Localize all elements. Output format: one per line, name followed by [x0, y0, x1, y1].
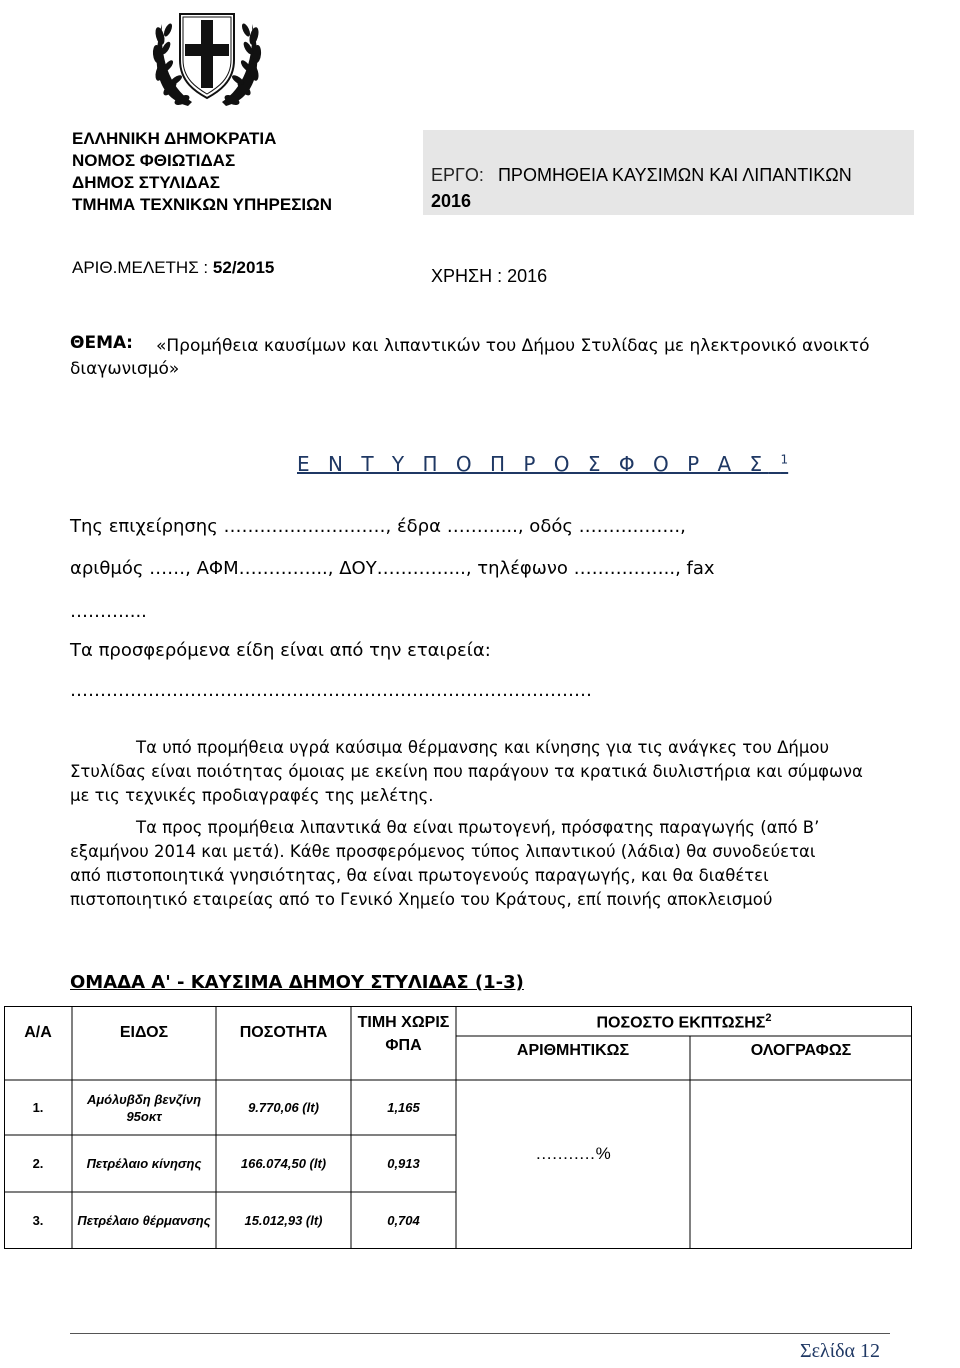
offer-table [4, 1006, 912, 1249]
col-header-item: ΕΙΔΟΣ [119, 1024, 169, 1041]
page-number: Σελίδα 12 [800, 1340, 881, 1362]
form-title-text: Ε Ν Τ Υ Π Ο Π Ρ Ο Σ Φ Ο Ρ Α Σ [297, 452, 769, 476]
project-year: 2016 [431, 191, 472, 211]
paragraph-line: Στυλίδας είναι ποιότητας όμοιας με εκείνη που παράγουν τα κρατικά διυλιστήρια και σύμφωνα [70, 762, 863, 781]
fiscal-year: ΧΡΗΣΗ : 2016 [431, 266, 548, 286]
project-title [431, 165, 852, 186]
row-item: Πετρέλαιο κίνησης [86, 1156, 202, 1171]
row-price: 0,704 [387, 1213, 420, 1228]
paragraph-line: Τα υπό προμήθεια υγρά καύσιμα θέρμανσης και κίνησης για τις ανάγκες του Δήμου [136, 738, 830, 757]
discount-footnote: 2 [765, 1012, 772, 1024]
row-number: 1. [32, 1100, 44, 1115]
paragraph-line: με τις τεχνικές προδιαγραφές της μελέτης. [70, 786, 434, 805]
paragraph-line: από πιστοποιητικά γνησιότητας, θα είναι πρωτογενούς παραγωγής, και θα διαθέτει [70, 866, 769, 885]
subject-text-cont: διαγωνισμό» [70, 359, 180, 379]
issuer-line: ΝΟΜΟΣ ΦΘΙΩΤΙΔΑΣ [72, 151, 236, 170]
paragraph-line: πιστοποιητικό εταιρείας από το Γενικό Χημείο του Κράτους, επί ποινής αποκλεισμού [70, 890, 773, 909]
study-number-label: ΑΡΙΘ.ΜΕΛΕΤΗΣ : [72, 258, 209, 277]
discount-in-words-field[interactable] [690, 1144, 912, 1164]
greek-coat-of-arms-emblem [148, 6, 266, 110]
subject-text: «Προμήθεια καυσίμων και λιπαντικών του Δήμου Στυλίδας με ηλεκτρονικό ανοικτό [156, 336, 870, 356]
study-number [72, 258, 274, 278]
form-fields-line[interactable]: αριθμός ……, ΑΦΜ…………..., ΔΟΥ…………..., τηλέφωνο …………….., fax [70, 558, 715, 579]
row-item: Πετρέλαιο θέρμανσης [77, 1213, 211, 1228]
study-number-value: 52/2015 [212, 258, 275, 277]
col-header-numeric: ΑΡΙΘΜΗΤΙΚΩΣ [516, 1042, 630, 1059]
issuer-block [72, 128, 332, 216]
form-fields-line[interactable]: Της επιχείρησης ………………………, έδρα ………..., οδός ……….……., [70, 516, 686, 537]
footer-divider [70, 1333, 890, 1334]
issuer-line: ΤΜΗΜΑ ΤΕΧΝΙΚΩΝ ΥΠΗΡΕΣΙΩΝ [72, 195, 333, 214]
form-fields-line[interactable]: ……….... [70, 601, 147, 622]
discount-numeric-field[interactable]: ….….…% [535, 1144, 611, 1163]
row-price: 1,165 [387, 1100, 420, 1115]
form-title-footnote: 1 [780, 452, 789, 467]
col-header-price: ΤΙΜΗ ΧΩΡΙΣ [357, 1014, 450, 1031]
issuer-line: ΔΗΜΟΣ ΣΤΥΛΙΔΑΣ [72, 173, 220, 192]
row-quantity: 166.074,50 (lt) [240, 1156, 327, 1171]
row-quantity: 15.012,93 (lt) [244, 1213, 323, 1228]
col-header-aa: Α/Α [24, 1024, 52, 1041]
col-header-discount [456, 1012, 912, 1032]
issuer-line: ΕΛΛΗΝΙΚΗ ΔΗΜΟΚΡΑΤΙΑ [72, 129, 277, 148]
col-header-in-words: ΟΛΟΓΡΑΦΩΣ [750, 1042, 852, 1059]
project-title-text: ΠΡΟΜΗΘΕΙΑ ΚΑΥΣΙΜΩΝ ΚΑΙ ΛΙΠΑΝΤΙΚΩΝ [497, 165, 852, 185]
company-label: Τα προσφερόμενα είδη είναι από την εταιρεία: [70, 640, 491, 661]
row-number: 2. [32, 1156, 44, 1171]
row-item: Αμόλυβδη βενζίνη [86, 1092, 202, 1107]
paragraph-line: Τα προς προμήθεια λιπαντικά θα είναι πρωτογενή, πρόσφατης παραγωγής (από Β’ [136, 818, 820, 837]
subject-label: ΘΕΜΑ: [70, 333, 133, 353]
paragraph-line: εξαμήνου 2014 και μετά). Κάθε προσφερόμενος τύπος λιπαντικού (λάδια) θα συνοδεύεται [70, 842, 816, 861]
form-title [297, 452, 788, 476]
company-field[interactable]: …………………………………………………………………………… [70, 680, 592, 701]
row-number: 3. [32, 1213, 44, 1228]
row-item-cont: 95οκτ [126, 1109, 162, 1124]
col-header-discount-text: ΠΟΣΟΣΤΟ ΕΚΠΤΩΣΗΣ [596, 1014, 766, 1032]
project-label: ΕΡΓΟ: [431, 165, 484, 185]
group-title: ΟΜΑΔΑ Α' - ΚΑΥΣΙΜΑ ΔΗΜΟΥ ΣΤΥΛΙΔΑΣ (1-3) [70, 972, 524, 993]
row-quantity: 9.770,06 (lt) [248, 1100, 319, 1115]
row-price: 0,913 [387, 1156, 420, 1171]
col-header-quantity: ΠΟΣΟΤΗΤΑ [239, 1024, 328, 1041]
col-header-price-vat: ΦΠΑ [385, 1037, 422, 1054]
